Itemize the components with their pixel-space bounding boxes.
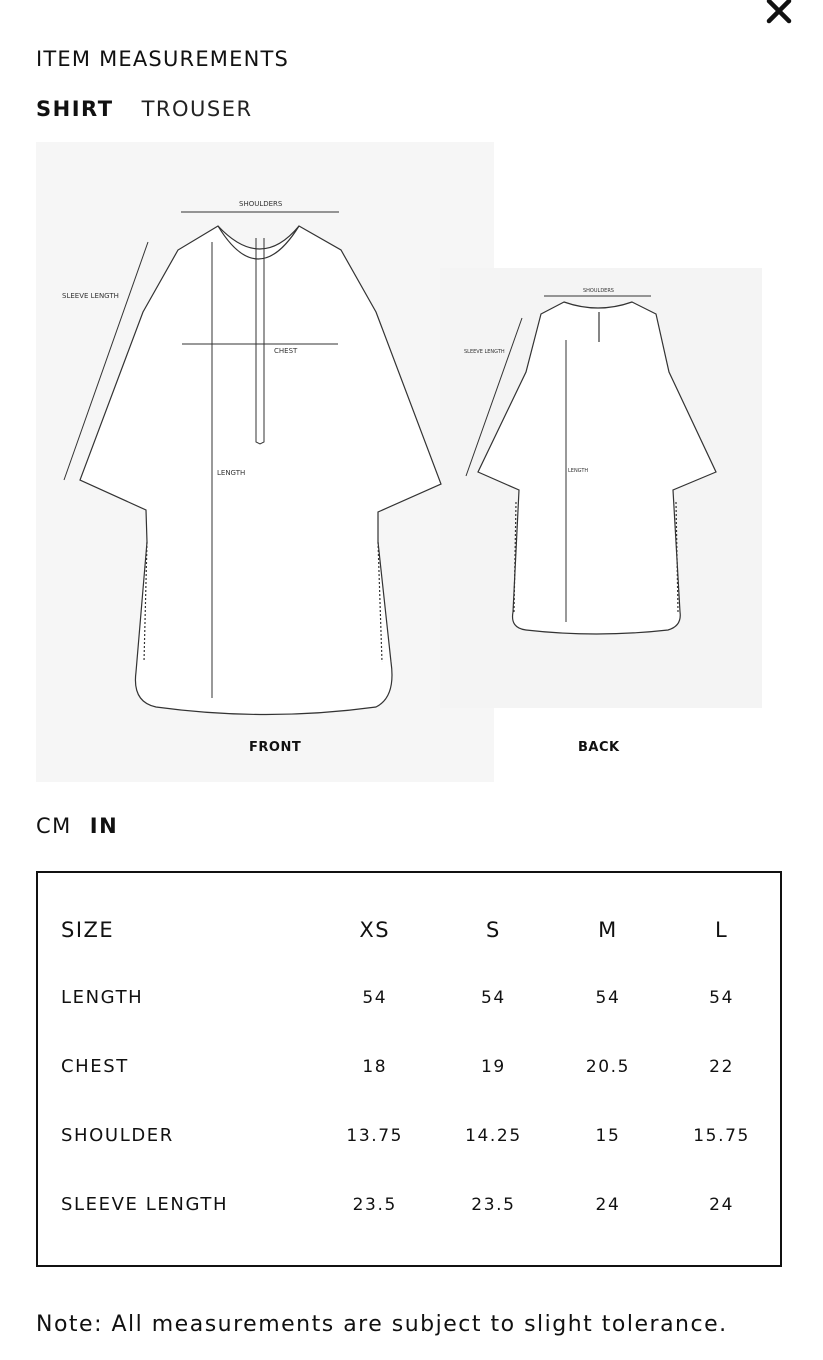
table-cell: 24 [709, 1194, 735, 1215]
column-header-m: M [598, 918, 618, 942]
table-cell: 19 [480, 1056, 506, 1077]
front-shoulders-annotation: SHOULDERS [239, 200, 283, 208]
back-length-annotation: LENGTH [568, 468, 589, 474]
shirt-diagram [36, 142, 766, 782]
unit-cm[interactable]: CM [36, 814, 72, 838]
front-length-annotation: LENGTH [217, 469, 246, 477]
back-shirt-body [478, 302, 716, 634]
column-header-size: SIZE [61, 918, 115, 942]
back-sleeve-length-annotation: SLEEVE LENGTH [464, 349, 505, 355]
table-header-row [61, 897, 780, 963]
column-header-s: S [485, 918, 501, 942]
table-cell: 15.75 [693, 1125, 750, 1146]
unit-toggle [36, 814, 118, 838]
size-table [61, 897, 780, 1239]
table-cell: 54 [480, 987, 506, 1008]
tab-trouser[interactable]: TROUSER [141, 97, 253, 121]
table-cell: 54 [362, 987, 388, 1008]
table-row [61, 1101, 780, 1170]
table-cell: 24 [595, 1194, 621, 1215]
row-label: SLEEVE LENGTH [61, 1194, 229, 1215]
row-label: LENGTH [61, 987, 144, 1008]
unit-in[interactable]: IN [89, 814, 119, 838]
back-label: BACK [578, 740, 620, 755]
table-cell: 20.5 [585, 1056, 631, 1077]
table-cell: 54 [595, 987, 621, 1008]
table-row [61, 1170, 780, 1239]
back-shoulders-annotation: SHOULDERS [583, 288, 614, 294]
table-cell: 23.5 [471, 1194, 516, 1215]
garment-tabs [36, 97, 253, 121]
row-label: CHEST [61, 1056, 129, 1077]
column-header-xs: XS [359, 918, 391, 942]
front-sleeve-length-annotation: SLEEVE LENGTH [62, 292, 119, 300]
tab-shirt[interactable]: SHIRT [36, 97, 114, 121]
close-icon [760, 0, 800, 34]
size-chart [36, 871, 782, 1267]
tolerance-note: Note: All measurements are subject to slight tolerance. [36, 1312, 728, 1337]
front-label: FRONT [249, 740, 302, 755]
table-cell: 22 [709, 1056, 735, 1077]
table-cell: 18 [362, 1056, 388, 1077]
table-row [61, 1032, 780, 1101]
table-cell: 14.25 [465, 1125, 522, 1146]
close-button[interactable] [760, 0, 800, 34]
measurement-illustration [36, 142, 766, 782]
table-cell: 54 [709, 987, 735, 1008]
row-label: SHOULDER [61, 1125, 174, 1146]
table-cell: 15 [595, 1125, 621, 1146]
front-chest-annotation: CHEST [274, 347, 298, 355]
table-cell: 23.5 [352, 1194, 397, 1215]
table-row [61, 963, 780, 1032]
front-shirt-body [80, 226, 441, 715]
table-cell: 13.75 [346, 1125, 404, 1146]
page-title: ITEM MEASUREMENTS [36, 47, 290, 71]
column-header-l: L [714, 918, 729, 942]
